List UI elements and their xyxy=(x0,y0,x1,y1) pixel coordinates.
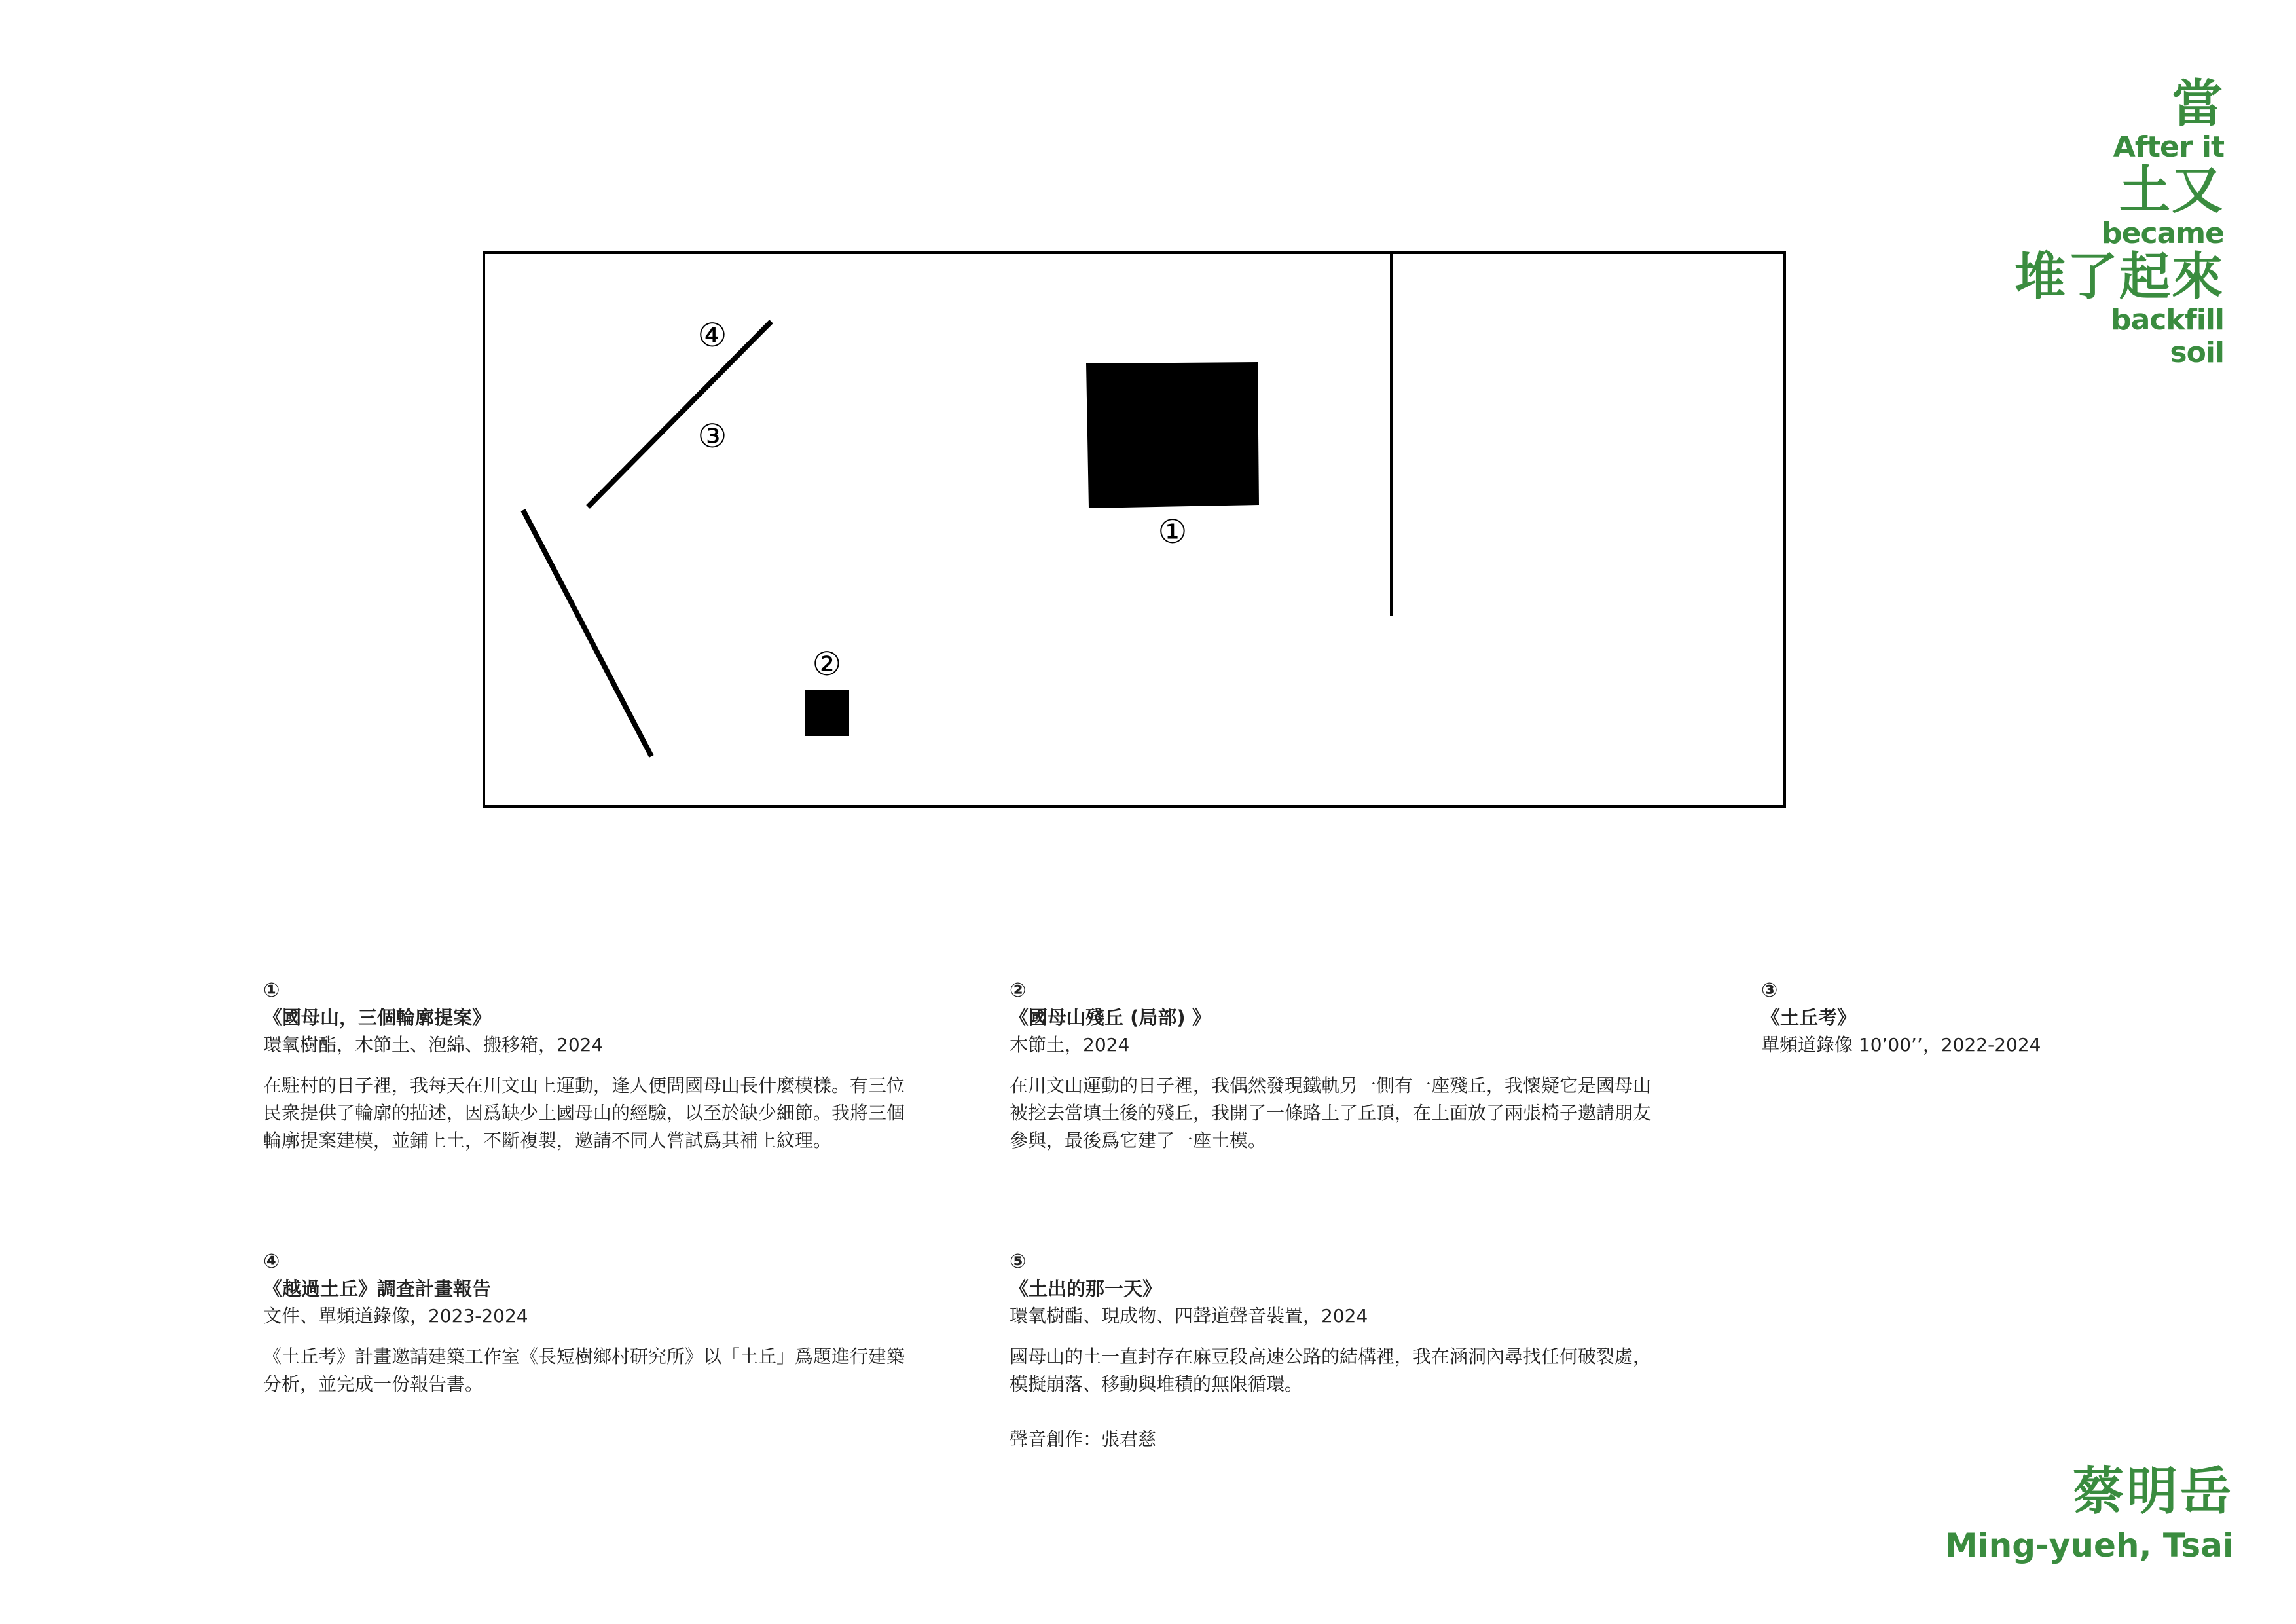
work-title: 《國母山，三個輪廓提案》 xyxy=(263,1006,492,1029)
work-title: 《國母山殘丘 (局部) 》 xyxy=(1010,1006,1211,1029)
work-title: 《土出的那一天》 xyxy=(1010,1278,1162,1300)
work-item-4 xyxy=(263,1249,905,1398)
title-line-7: soil xyxy=(2170,336,2224,369)
title-line-4: became xyxy=(2102,217,2224,250)
work-description: 國母山的土一直封存在麻豆段高速公路的結構裡，我在涵洞內尋找任何破裂處，模擬崩落、移動與堆積的無限循環。 xyxy=(1010,1346,1652,1395)
work-description: 在駐村的日子裡，我每天在川文山上運動，逢人便問國母山長什麼模樣。有三位民衆提供了輪廓的描述，因爲缺少上國母山的經驗，以至於缺少細節。我將三個輪廓提案建模，並鋪上土，不斷複製，邀請不同人嘗試爲其補上紋理。 xyxy=(263,1075,905,1151)
work-number: ③ xyxy=(1761,979,1778,1002)
work-4-document-wall xyxy=(588,322,771,507)
work-medium: 環氧樹酯、現成物、四聲道聲音裝置，2024 xyxy=(1010,1305,1368,1327)
title-line-6: backfill xyxy=(2111,303,2224,337)
artist-name-zh: 蔡明岳 xyxy=(2072,1462,2234,1521)
title-line-5: 堆了起來 xyxy=(2014,248,2224,306)
work-2-plinth xyxy=(805,690,849,736)
artist-name-en: Ming-yueh, Tsai xyxy=(1944,1526,2234,1564)
work-medium: 木節土，2024 xyxy=(1010,1034,1130,1056)
work-item-3 xyxy=(1761,978,2219,1072)
title-line-3: 土又 xyxy=(2119,161,2224,220)
work-item-2 xyxy=(1010,978,1651,1154)
marker-2: ② xyxy=(812,645,842,683)
marker-4: ④ xyxy=(697,316,727,354)
work-number: ⑤ xyxy=(1010,1250,1027,1273)
title-line-2: After it xyxy=(2113,130,2224,164)
work-title: 《土丘考》 xyxy=(1761,1006,1857,1029)
work-item-1 xyxy=(263,978,905,1154)
work-number: ② xyxy=(1010,979,1027,1002)
marker-3: ③ xyxy=(697,417,727,455)
work-credit: 聲音創作：張君慈 xyxy=(1010,1428,1157,1450)
work-medium: 單頻道錄像 10’00’’，2022-2024 xyxy=(1761,1034,2041,1056)
work-5-left-wall xyxy=(523,510,651,756)
work-title: 《越過土丘》調查計畫報告 xyxy=(263,1278,492,1300)
work-number: ① xyxy=(263,979,280,1002)
work-number: ④ xyxy=(263,1250,280,1273)
work-medium: 文件、單頻道錄像，2023-2024 xyxy=(263,1305,528,1327)
work-description: 《土丘考》計畫邀請建築工作室《長短樹鄉村研究所》以「土丘」爲題進行建築分析，並完成一份報告書。 xyxy=(263,1346,905,1395)
work-medium: 環氧樹酯，木節土、泡綿、搬移箱，2024 xyxy=(263,1034,604,1056)
room-outline xyxy=(484,253,1785,807)
work-description: 在川文山運動的日子裡，我偶然發現鐵軌另一側有一座殘丘，我懷疑它是國母山被挖去當填土後的殘丘，我開了一條路上了丘頂，在上面放了兩張椅子邀請朋友參與，最後爲它建了一座土模。 xyxy=(1010,1075,1652,1151)
artist-name xyxy=(1945,1459,2234,1566)
marker-1: ① xyxy=(1157,513,1188,551)
work-1-plinth xyxy=(1086,362,1259,508)
work-item-5 xyxy=(1010,1249,1651,1453)
title-line-1: 當 xyxy=(2171,75,2224,134)
